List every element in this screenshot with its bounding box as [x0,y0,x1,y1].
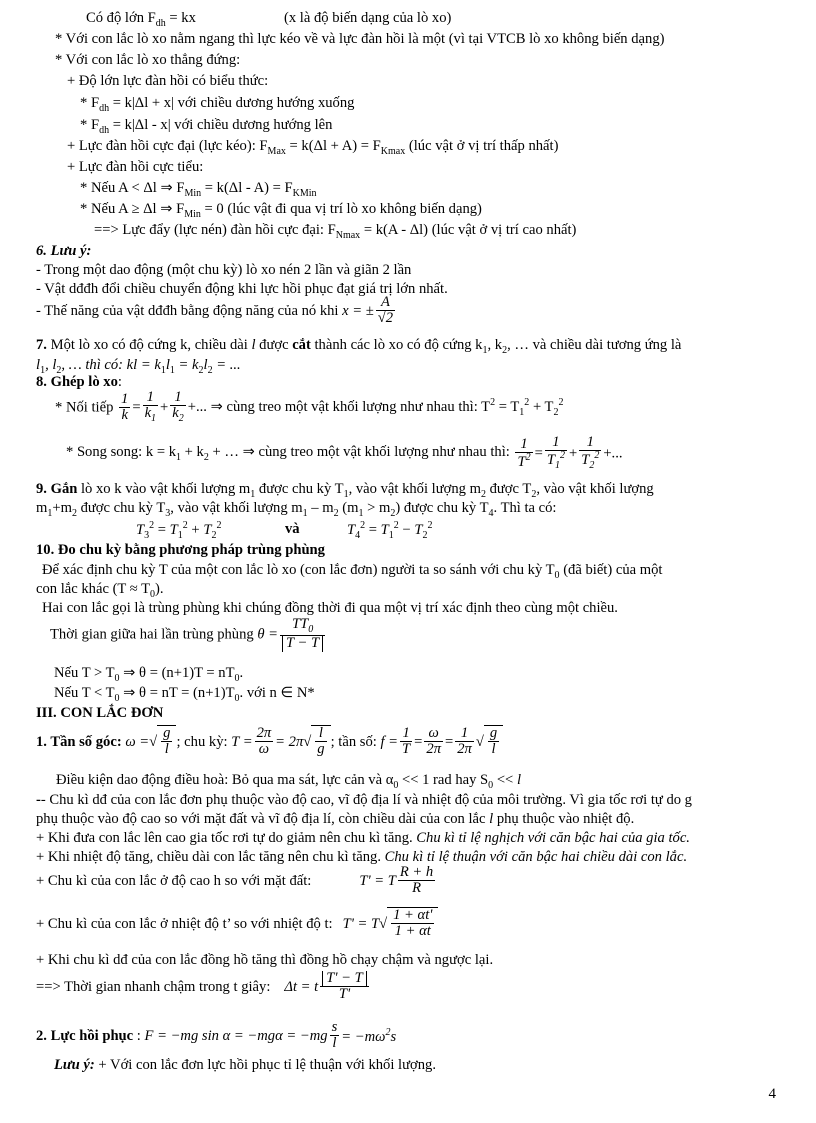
s3-c1: -- Chu kì dđ của con lắc đơn phụ thuộc vào độ cao, vĩ độ địa lí và nhiệt độ của môi trường. Vì gia tốc rơi tự do g [36,792,692,808]
line-fmax: + Lực đàn hồi cực đại (lực kéo): $F_{Max} = k(\Delta l + A) = F_{Kmax}$ (lúc vật ở vị trí thấp nhất) [67,138,559,157]
s3-cond: Điều kiện dao động điều hoà: Bỏ qua ma sát, lực cản và $\alpha_0 << 1$ rad hay $S_0 << l$ [56,772,521,791]
line-case2: * Nếu A ≥ Δl ⇒ $F_{Min} = 0$ (lúc vật đi qua vị trí lò xo không biến dạng) [80,201,482,220]
s3-c7: + Khi chu kì dđ của con lắc đồng hồ tăng thì đồng hồ chạy chậm và ngược lại. [36,952,494,968]
line-horizontal: * Với con lắc lò xo nằm ngang thì lực kéo về và lực đàn hồi là một (vì tại VTCB lò xo không biến dạng) [55,31,665,47]
s3-c8: ==> Thời gian nhanh chậm trong t giây: Δt = t $\frac{T' - T}{T'}$ [36,971,371,1003]
s10-p4: Thời gian giữa hai lần trùng phùng θ = $\frac{TT_0}{T - T}$ [50,617,327,652]
line-vertical: * Với con lắc lò xo thẳng đứng: [55,52,241,68]
s10-heading: 10. Đo chu kỳ bằng phương pháp trùng phùng [36,542,325,558]
s3-c6: + Chu kì của con lắc ở nhiệt độ t’ so với nhiệt độ t: T' = T√ $\frac{1 + \alpha t'}{1 + \alpha t}$ [36,907,438,940]
s7-line2: $l_1$, $l_2$, … thì có: kl = $k_1l_1 = k_2l_2$ = ... [36,357,241,376]
s8-series: * Nối tiếp $\frac{1}{k}$ = $\frac{1}{k_1}$ + $\frac{1}{k_2}$ +... ⇒ cùng treo một vật khối lượng như nhau thì: $T^2 = T_1^2 + T_2^2$ [55,389,564,425]
s8-parallel: * Song song: $k = k_1 + k_2$ + … ⇒ cùng treo một vật khối lượng như nhau thì: $\frac{1}{T^2}$ = $\frac{1}{T_1^2}$ + $\frac{1}{T_2^2}$ +... [66,434,623,472]
s6-line2: - Vật dđđh đổi chiều chuyển động khi lực hồi phục đạt giá trị lớn nhất. [36,281,448,297]
s3-c4: + Khi nhiệt độ tăng, chiều dài con lắc tăng nên chu kì tăng. Chu kì tỉ lệ thuận với căn bậc hai chiều dài con lắc. [36,849,688,865]
s10-p6: Nếu $T < T_0$ ⇒ θ = nT = $(n+1)T_0$. với n ∈ N* [54,685,315,704]
s9-eq1: $T_3^2 = T_1^2 + T_2^2$ [136,520,222,541]
s9-and: và [285,521,300,537]
s9-eq2: $T_4^2 = T_1^2 - T_2^2$ [347,520,433,541]
line-fmin: + Lực đàn hồi cực tiểu: [67,159,204,175]
s3-c2: phụ thuộc vào độ cao so với mặt đất và vĩ độ địa lí, còn chiều dài của con lắc l phụ thuộc vào nhiệt độ. [36,811,635,827]
s3-note: Lưu ý: + Với con lắc đơn lực hồi phục tỉ lệ thuận với khối lượng. [54,1057,436,1073]
s7-line1: 7. Một lò xo có độ cứng k, chiều dài l được cắt thành các lò xo có độ cứng $k_1$, $k_2$, … và chiều dài tương ứng là [36,337,682,356]
line-case1: * Nếu A < Δl ⇒ $F_{Min} = k(\Delta l - A) = F_{KMin}$ [80,180,317,199]
s10-p1: Để xác định chu kỳ T của một con lắc lò xo (con lắc đơn) người ta so sánh với chu kỳ $T_0$ (đã biết) của một [42,562,663,581]
s8-heading: 8. Ghép lò xo: [36,374,122,390]
s3-c5: + Chu kì của con lắc ở độ cao h so với mặt đất: T' = T $\frac{R + h}{R}$ [36,864,434,897]
s6-heading: 6. Lưu ý: [36,243,92,259]
s10-p2: con lắc khác $(T \approx T_0)$. [36,581,164,600]
s3-force: 2. Lực hồi phục : F = −mg sin α = −mgα = −mg $\frac{s}{l}$ = $-m\omega^2s$ [36,1019,397,1052]
line-push: ==> Lực đẩy (lực nén) đàn hồi cực đại: $F_{Nmax} = k(A - \Delta l)$ (lúc vật ở vị trí cao nhất) [94,222,577,241]
page-number: 4 [768,1086,776,1102]
s6-line1: - Trong một dao động (một chu kỳ) lò xo nén 2 lần và giãn 2 lần [36,262,412,278]
s3-freq: 1. Tần số góc: ω =√ $\frac{g}{l}$ ; chu kỳ: T = $\frac{2\pi}{\omega}$ = 2π√ $\frac{l}{g}$ ; tần số: f = $\frac{1}{T}$ = $\frac{\omega}{2\pi}$ = $\frac{1}{2\pi}$ √ $\frac{g}{l}$ [36,725,503,758]
s9-line2: $m_1+m_2$ được chu kỳ $T_3$, vào vật khối lượng $m_1 - m_2$ $(m_1 > m_2)$ được chu kỳ $T_4$. Thì ta có: [36,500,557,519]
s3-heading: III. CON LẮC ĐƠN [36,705,164,721]
s3-c3: + Khi đưa con lắc lên cao gia tốc rơi tự do giảm nên chu kì tăng. Chu kì tỉ lệ nghịch với căn bậc hai của gia tốc. [36,830,690,846]
line-hooke: Có độ lớn $F_{dh}$ = kx (x là độ biến dạng của lò xo) [86,10,452,29]
s9-line1: 9. Gắn lò xo k vào vật khối lượng $m_1$ được chu kỳ $T_1$, vào vật khối lượng $m_2$ được $T_2$, vào vật khối lượng [36,481,654,500]
line-up: * $F_{dh} = k|\Delta l - x|$ với chiều dương hướng lên [80,117,333,136]
s6-line3: - Thế năng của vật dđđh bằng động năng của nó khi x = ± $\frac{A}{√2}$ [36,294,394,327]
line-down: * $F_{dh} = k|\Delta l + x|$ với chiều dương hướng xuống [80,95,355,114]
s10-p5: Nếu $T > T_0$ ⇒ $\theta = (n+1)T = nT_0$. [54,665,244,684]
s10-p3: Hai con lắc gọi là trùng phùng khi chúng đồng thời đi qua một vị trí xác định theo cùng một chiều. [42,600,618,616]
line-expr: + Độ lớn lực đàn hồi có biểu thức: [67,73,269,89]
